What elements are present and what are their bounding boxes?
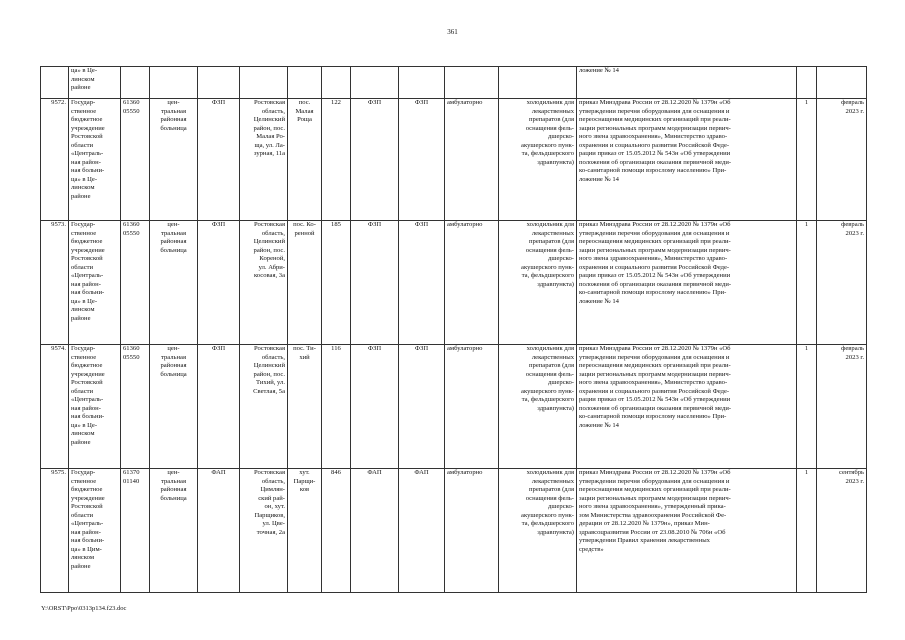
table-row — [41, 345, 867, 469]
head-org-cell: цен- тральная районная больница — [150, 221, 198, 345]
basis-cell: приказ Минздрава России от 28.12.2020 № 1379н «Об утверждении перечня оборудования для оснащения и переоснащения медицинских организаций при реали- зации региональных программ модернизации первич- ного звена здравоохранения», Министерство здраво- охранения и социального развития Российской Феде- рации приказ от 15.05.2012 № 543н «Об утверждении положения об организации оказания первичной меди- ко-санитарной помощи взрослому населению» При- ложение № 14 — [577, 99, 797, 221]
table-row-partial — [41, 67, 867, 99]
equipment-cell: холодильник для лекарственных препаратов (для оснащения фель- дшерско- акушерского пунк- та, фельдшерского здравпункта) — [499, 469, 577, 593]
unit-type-cell: ФЗП — [198, 221, 240, 345]
type-target-cell: ФЗП — [399, 221, 445, 345]
type-current-cell: ФЗП — [351, 221, 399, 345]
code-cell: 61370 01140 — [121, 469, 150, 593]
equipment-cell: холодильник для лекарственных препаратов (для оснащения фель- дшерско- акушерского пунк- та, фельдшерского здравпункта) — [499, 99, 577, 221]
settlement-cell: пос. Ти- хий — [288, 345, 322, 469]
qty-cell: 1 — [797, 221, 817, 345]
settlement-cell: хут. Парщи- ков — [288, 469, 322, 593]
type-target-cell: ФАП — [399, 469, 445, 593]
deadline-cell: февраль 2023 г. — [817, 99, 867, 221]
type-current-cell: ФЗП — [351, 99, 399, 221]
head-org-cell: цен- тральная районная больница — [150, 469, 198, 593]
deadline-cell: сентябрь 2023 г. — [817, 469, 867, 593]
deadline-cell: февраль 2023 г. — [817, 221, 867, 345]
population-cell: 116 — [322, 345, 351, 469]
care-cell: амбулаторно — [445, 469, 499, 593]
page-number: 361 — [447, 28, 458, 36]
basis-cell: приказ Минздрава России от 28.12.2020 № 1379н «Об утверждении перечня оборудования для оснащения и переоснащения медицинских организаций при реали- зации региональных программ модернизации первич- ного звена здравоохранения», Министерство здраво- охранения и социального развития Российской Феде- рации приказ от 15.05.2012 № 543н «Об утверждении положения об организации оказания первичной меди- ко-санитарной помощи взрослому населению» При- ложение № 14 — [577, 221, 797, 345]
institution-cell: Государ- ственное бюджетное учреждение Ростовской области «Централь- ная район- ная больни- ца» в Цим- лянском районе — [69, 469, 121, 593]
population-cell: 846 — [322, 469, 351, 593]
type-current-cell: ФАП — [351, 469, 399, 593]
settlement-cell: пос. Ко- ренной — [288, 221, 322, 345]
unit-type-cell: ФАП — [198, 469, 240, 593]
table-row — [41, 469, 867, 593]
equipment-cell: холодильник для лекарственных препаратов (для оснащения фель- дшерско- акушерского пунк- та, фельдшерского здравпункта) — [499, 221, 577, 345]
institution-cell: Государ- ственное бюджетное учреждение Ростовской области «Централь- ная район- ная больни- ца» в Це- линском районе — [69, 345, 121, 469]
qty-cell: 1 — [797, 345, 817, 469]
type-target-cell: ФЗП — [399, 345, 445, 469]
type-target-cell: ФЗП — [399, 99, 445, 221]
equipment-cell: холодильник для лекарственных препаратов (для оснащения фель- дшерско- акушерского пунк- та, фельдшерского здравпункта) — [499, 345, 577, 469]
institution-cell: ца» в Це- линском районе — [69, 67, 121, 99]
settlement-cell: пос. Малая Роща — [288, 99, 322, 221]
deadline-cell: февраль 2023 г. — [817, 345, 867, 469]
equipment-table — [40, 66, 867, 593]
qty-cell: 1 — [797, 469, 817, 593]
table-body — [41, 67, 867, 593]
care-cell: амбулаторно — [445, 99, 499, 221]
address-cell: Ростовская область, Целинский район, пос. Малая Ро- ща, ул. Ла- зурная, 11а — [240, 99, 288, 221]
basis-cell: ложение № 14 — [577, 67, 797, 99]
population-cell: 122 — [322, 99, 351, 221]
population-cell: 185 — [322, 221, 351, 345]
basis-cell: приказ Минздрава России от 28.12.2020 № 1379н «Об утверждении перечня оборудования для оснащения и переоснащения медицинских организаций при реали- зации региональных программ модернизации первич- ного звена здравоохранения», Министерство здраво- охранения и социального развития Российской Феде- рации приказ от 15.05.2012 № 543н «Об утверждении положения об организации оказания первичной меди- ко-санитарной помощи взрослому населению» При- ложение № 14 — [577, 345, 797, 469]
unit-type-cell: ФЗП — [198, 345, 240, 469]
care-cell: амбулаторно — [445, 345, 499, 469]
type-current-cell: ФЗП — [351, 345, 399, 469]
table-row — [41, 99, 867, 221]
row-number: 9572. — [41, 99, 69, 221]
address-cell: Ростовская область, Целинский район, пос. Кореной, ул. Абри- косовая, 3а — [240, 221, 288, 345]
address-cell: Ростовская область, Целинский район, пос. Тихий, ул. Светлая, 5а — [240, 345, 288, 469]
code-cell: 61360 05550 — [121, 99, 150, 221]
head-org-cell: цен- тральная районная больница — [150, 99, 198, 221]
basis-cell: приказ Минздрава России от 28.12.2020 № 1379н «Об утверждении перечня оборудования для оснащения и переоснащения медицинских организаций при реали- зации региональных программ модернизации первич- ного звена здравоохранения», утвержденный прика- зом Министерства здравоохранения Российской Фе- дерации от 28.12.2020 № 1379н», приказ Мин- здравсоцразвития России от 23.08.2010 № 706н «Об утверждении Правил хранения лекарственных средств» — [577, 469, 797, 593]
head-org-cell: цен- тральная районная больница — [150, 345, 198, 469]
code-cell: 61360 05550 — [121, 221, 150, 345]
code-cell: 61360 05550 — [121, 345, 150, 469]
row-number: 9573. — [41, 221, 69, 345]
care-cell: амбулаторно — [445, 221, 499, 345]
row-number: 9574. — [41, 345, 69, 469]
unit-type-cell: ФЗП — [198, 99, 240, 221]
address-cell: Ростовская область, Цимлян- ский рай- он, хут. Парщиков, ул. Цве- точная, 2а — [240, 469, 288, 593]
qty-cell: 1 — [797, 99, 817, 221]
row-number: 9575. — [41, 469, 69, 593]
footer-file-path: Y:\ORST\Ppo\0313p134.f23.doc — [41, 605, 127, 612]
institution-cell: Государ- ственное бюджетное учреждение Ростовской области «Централь- ная район- ная больни- ца» в Це- линском районе — [69, 99, 121, 221]
table-row — [41, 221, 867, 345]
institution-cell: Государ- ственное бюджетное учреждение Ростовской области «Централь- ная район- ная больни- ца» в Це- линском районе — [69, 221, 121, 345]
